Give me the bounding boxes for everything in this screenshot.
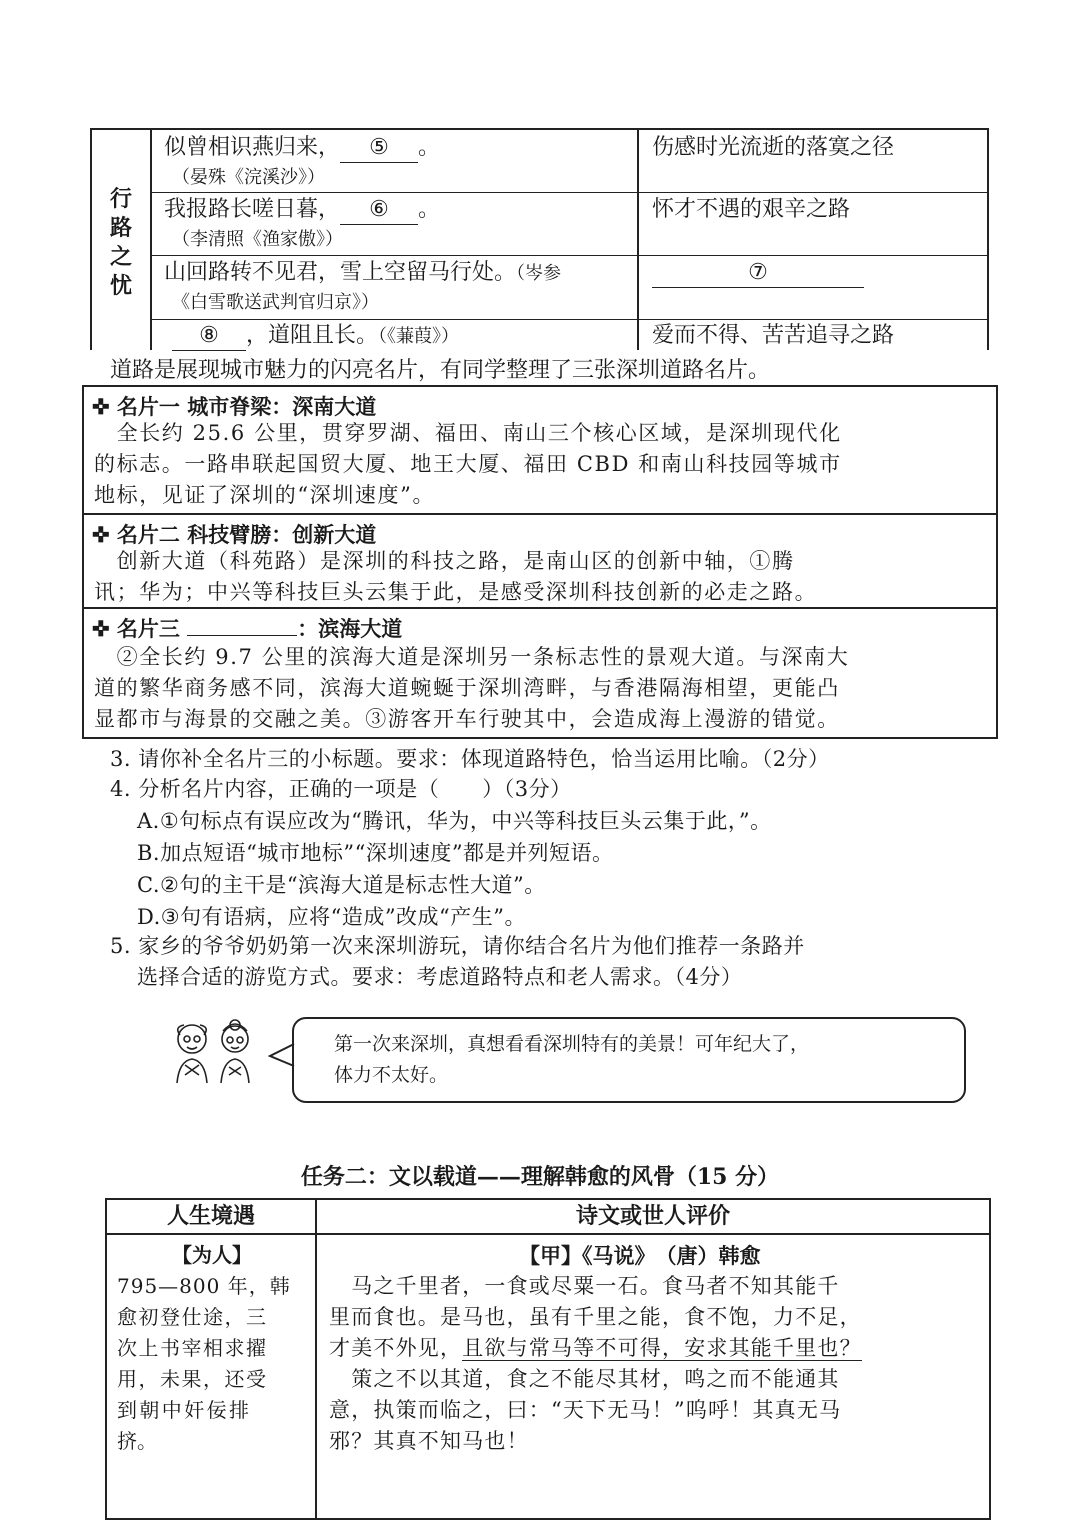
card-2 bbox=[82, 513, 998, 609]
verse-row-2: 我报路长嗟日暮， ⑥ 。 bbox=[164, 196, 440, 225]
question-3: 3. 请你补全名片三的小标题。要求：体现道路特色，恰当运用比喻。（2分） bbox=[110, 747, 830, 771]
question-5-line1: 5. 家乡的爷爷奶奶第一次来深圳游玩，请你结合名片为他们推荐一条路并 bbox=[110, 934, 805, 958]
verse-source-3: 《白雪歌送武判官归京》） bbox=[172, 292, 379, 313]
header-left: 人生境遇 bbox=[166, 1203, 255, 1229]
verse-row-1: 似曾相识燕归来， ⑤ 。 bbox=[164, 134, 440, 163]
question-4: 4. 分析名片内容，正确的一项是（ ）（3分） bbox=[110, 777, 572, 801]
poetry-table bbox=[90, 128, 989, 350]
q4-option-d[interactable]: D.③句有语病，应将“造成”改成“产生”。 bbox=[137, 905, 527, 929]
blank-8[interactable]: ⑧ bbox=[172, 322, 246, 351]
card-1-title: ✜ 名片一 城市脊梁：深南大道 bbox=[92, 394, 377, 419]
intro-text: 道路是展现城市魅力的闪亮名片，有同学整理了三张深圳道路名片。 bbox=[110, 358, 771, 383]
verse-source-2: （李清照《渔家傲》） bbox=[172, 229, 343, 250]
category-label: 行 路 之 忧 bbox=[109, 186, 132, 299]
card-3-title: ✜ 名片三 ：滨海大道 bbox=[92, 616, 403, 641]
underlined-sentence: 且欲与常马等不可得，安求其能千里也？ bbox=[462, 1336, 862, 1360]
speech-bubble bbox=[292, 1017, 966, 1103]
ma-shuo-text: 【甲】《马说》 （唐）韩愈 马之千里者，一食或尽粟一石。食马者不知其能千 里而食也。是马也，虽有千里之能，食不饱，力不足， 才美不外见，且欲与常马等不可得，安求其能千里也？ 策之不以其道，食之不能尽其材，鸣之而不能通其 意，执策而临之，曰：“天下无马！”呜呼！其真无马 邪？其真不知马也！ bbox=[329, 1243, 862, 1453]
meaning-1: 伤感时光流逝的落寞之径 bbox=[652, 135, 895, 160]
card-1-body: 全长约 25.6 公里，贯穿罗湖、福田、南山三个核心区域，是深圳现代化 的标志。一路串联起国贸大厦、地王大厦、福田 CBD 和南山科技园等城市 地标，见证了深圳的“深圳速度”。 bbox=[94, 421, 842, 507]
blank-6[interactable]: ⑥ bbox=[340, 196, 418, 225]
verse-row-3: 山回路转不见君，雪上空留马行处。（岑参 bbox=[164, 260, 562, 285]
card-3 bbox=[82, 607, 998, 739]
category-column bbox=[92, 130, 152, 350]
meaning-3 bbox=[652, 259, 864, 288]
card-3-body: ②全长约 9.7 公里的滨海大道是深圳另一条标志性的景观大道。与深南大 道的繁华商务感不同，滨海大道蜿蜒于深圳湾畔，与香港隔海相望，更能凸 显都市与海景的交融之美。③游客开车行驶其中，会造成海上漫游的错觉。 bbox=[94, 645, 850, 731]
header-right: 诗文或世人评价 bbox=[575, 1203, 730, 1229]
task-2-title: 任务二：文以载道——理解韩愈的风骨（15 分） bbox=[300, 1164, 780, 1190]
blank-7[interactable]: ⑦ bbox=[652, 259, 864, 288]
compass-icon: ✜ bbox=[92, 394, 110, 419]
q4-option-c[interactable]: C.②句的主干是“滨海大道是标志性大道”。 bbox=[137, 873, 546, 897]
compass-icon: ✜ bbox=[92, 522, 110, 547]
card-1 bbox=[82, 385, 998, 515]
verse-source-1: （晏殊《浣溪沙》） bbox=[172, 167, 325, 188]
meaning-2: 怀才不遇的艰辛之路 bbox=[652, 197, 851, 222]
card-3-title-blank[interactable] bbox=[187, 617, 297, 636]
q4-option-b[interactable]: B.加点短语“城市地标”“深圳速度”都是并列短语。 bbox=[137, 841, 614, 865]
compass-icon: ✜ bbox=[92, 616, 110, 641]
hanyu-table bbox=[105, 1198, 991, 1520]
card-2-body: 创新大道（科苑路）是深圳的科技之路，是南山区的创新中轴，①腾 讯；华为；中兴等科技巨头云集于此，是感受深圳科技创新的必走之路。 bbox=[94, 549, 818, 604]
speech-text: 第一次来深圳，真想看看深圳特有的美景！可年纪大了， 体力不太好。 bbox=[334, 1033, 810, 1086]
grandparents-icon bbox=[165, 1017, 265, 1087]
card-2-title: ✜ 名片二 科技臂膀：创新大道 bbox=[92, 522, 377, 547]
meaning-4: 爱而不得、苦苦追寻之路 bbox=[652, 323, 895, 348]
q4-option-a[interactable]: A.①句标点有误应改为“腾讯，华为，中兴等科技巨头云集于此，”。 bbox=[137, 809, 772, 833]
blank-5[interactable]: ⑤ bbox=[340, 134, 418, 163]
question-5-line2: 选择合适的游览方式。要求：考虑道路特点和老人需求。（4分） bbox=[137, 965, 743, 989]
verse-row-4: ⑧ ，道阻且长。（《蒹葭》） bbox=[172, 322, 459, 351]
life-situation: 【为人】 795—800 年，韩 愈初登仕途，三 次上书宰相求擢 用，未果，还受 到朝中奸佞排 挤。 bbox=[117, 1243, 291, 1453]
